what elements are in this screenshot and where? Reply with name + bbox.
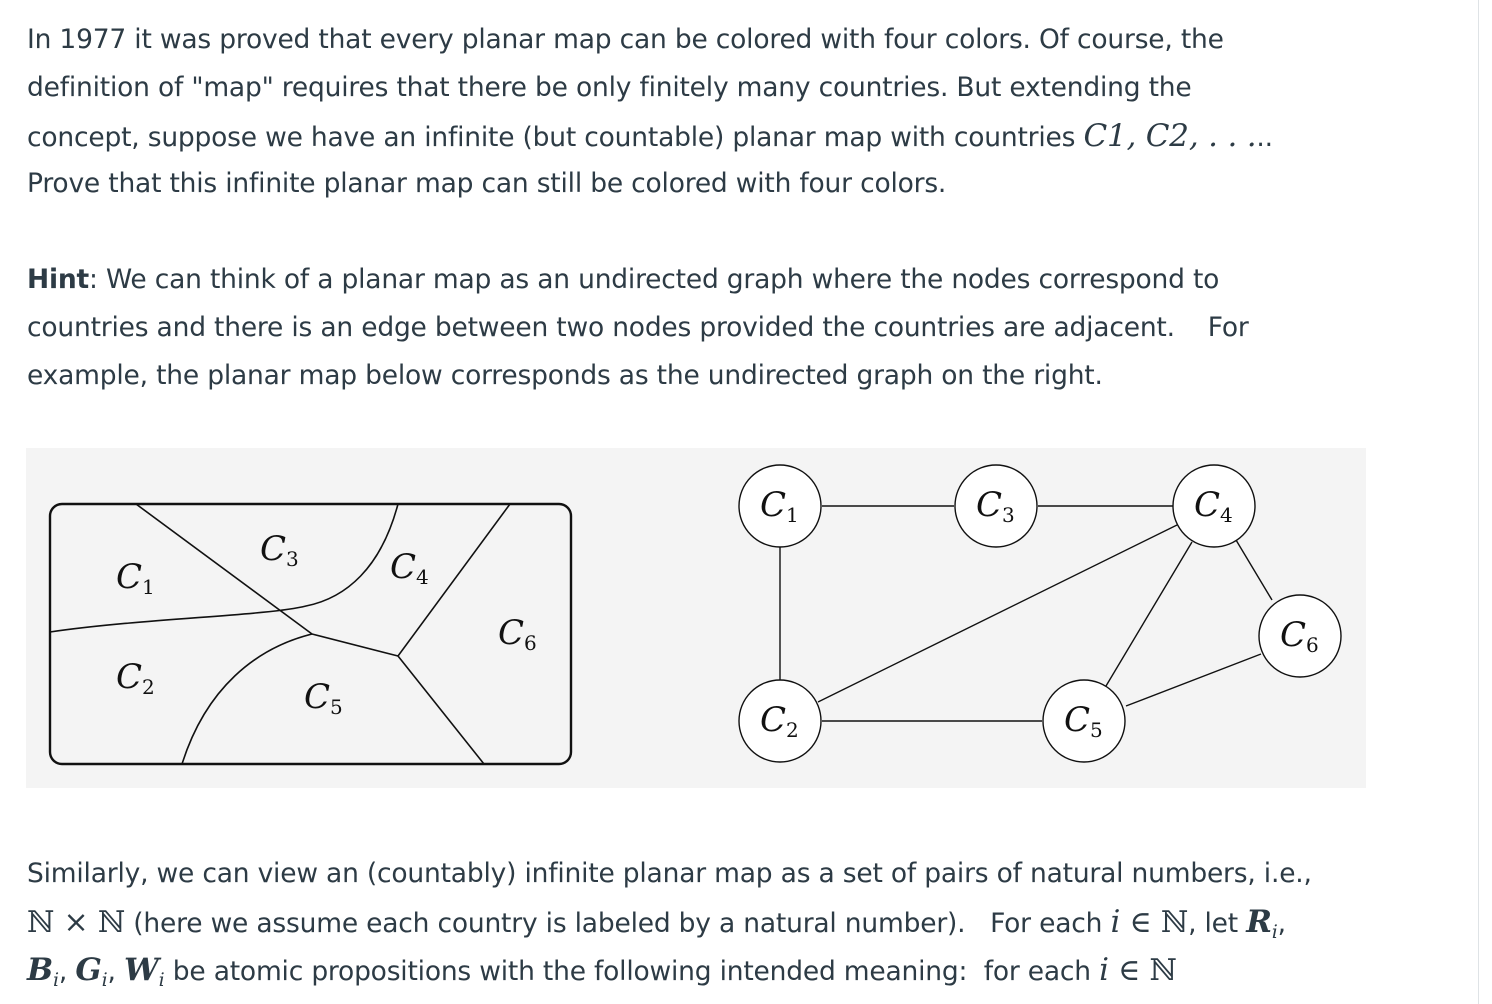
hint-label: Hint xyxy=(27,264,89,295)
node-label-c1: C1 xyxy=(760,485,799,527)
hint-line-3: example, the planar map below corresponds as the undirected graph on the right. xyxy=(27,360,1103,391)
problem-line-2: definition of "map" requires that there be only finitely many countries. But extending the xyxy=(27,72,1192,103)
nat-times-nat-math: ℕ × ℕ xyxy=(27,905,126,940)
node-label-c2: C2 xyxy=(760,700,799,742)
edge-c4-c5 xyxy=(1106,542,1192,686)
edge-c5-c6 xyxy=(1126,654,1261,706)
map-label-c3: C3 xyxy=(260,529,299,571)
similarly-line-3-rest: be atomic propositions with the following intended meaning: for each xyxy=(164,956,1100,987)
comma-1: , xyxy=(1277,908,1286,939)
similarly-line-2-mid: (here we assume each country is labeled by a natural number). For each xyxy=(125,908,1111,939)
index-i-math: i xyxy=(1110,904,1121,940)
map-label-c6: C6 xyxy=(498,613,537,655)
problem-line-3-end: .. xyxy=(1256,122,1273,153)
map-boundary-c2-c5 xyxy=(182,634,312,764)
hint-line-1 xyxy=(27,256,1467,304)
similarly-line-1: Similarly, we can view an (countably) infinite planar map as a set of pairs of natural numbers, i.e., xyxy=(27,858,1312,889)
map-boundary-c5-c6 xyxy=(398,656,484,764)
page-right-border xyxy=(1478,0,1479,1004)
let-text: , let xyxy=(1188,908,1247,939)
in-naturals-math: ∈ ℕ xyxy=(1120,905,1189,940)
node-label-c5: C5 xyxy=(1064,700,1103,742)
w-i-math: Wi xyxy=(124,952,165,991)
comma-3: , xyxy=(107,956,116,987)
edge-c2-c4 xyxy=(818,525,1177,702)
node-label-c4: C4 xyxy=(1194,485,1233,527)
g-i-math: Gi xyxy=(75,952,108,991)
hint-paragraph xyxy=(27,256,1467,400)
problem-line-1: In 1977 it was proved that every planar map can be colored with four colors. Of course, the xyxy=(27,24,1224,55)
problem-line-3-text: concept, suppose we have an infinite (but countable) planar map with countries xyxy=(27,122,1084,153)
problem-line-4: Prove that this infinite planar map can still be colored with four colors. xyxy=(27,168,947,199)
map-label-c2: C2 xyxy=(116,657,155,699)
hint-line-2: countries and there is an edge between two nodes provided the countries are adjacent. For xyxy=(27,312,1249,343)
comma-2: , xyxy=(58,956,68,987)
in-naturals-math-2: ∈ ℕ xyxy=(1108,953,1177,988)
similarly-line-2 xyxy=(27,898,1467,946)
similarly-line-3 xyxy=(27,946,1467,994)
problem-line-3 xyxy=(27,112,1467,160)
index-i-math-2: i xyxy=(1099,952,1109,988)
similarly-paragraph xyxy=(27,850,1467,994)
countries-sequence-math: C1, C2, . . . xyxy=(1083,118,1257,154)
node-label-c6: C6 xyxy=(1280,615,1319,657)
edge-c4-c6 xyxy=(1236,540,1272,600)
map-label-c5: C5 xyxy=(304,677,343,719)
map-boundary-c4-c5 xyxy=(312,634,398,656)
hint-line-1-rest: : We can think of a planar map as an undirected graph where the nodes correspond to xyxy=(89,264,1220,295)
map-label-c4: C4 xyxy=(390,547,429,589)
map-label-c1: C1 xyxy=(116,557,155,599)
problem-paragraph xyxy=(27,16,1467,208)
b-i-math: Bi xyxy=(27,952,59,991)
node-label-c3: C3 xyxy=(976,485,1015,527)
planar-map xyxy=(50,504,571,764)
r-i-math: Ri xyxy=(1246,904,1278,943)
planar-map-labels xyxy=(116,529,537,719)
figure-svg xyxy=(26,448,1366,788)
figure-panel xyxy=(26,448,1366,788)
map-boundary-c1c2-c3 xyxy=(50,504,398,632)
graph-nodes xyxy=(739,465,1341,762)
